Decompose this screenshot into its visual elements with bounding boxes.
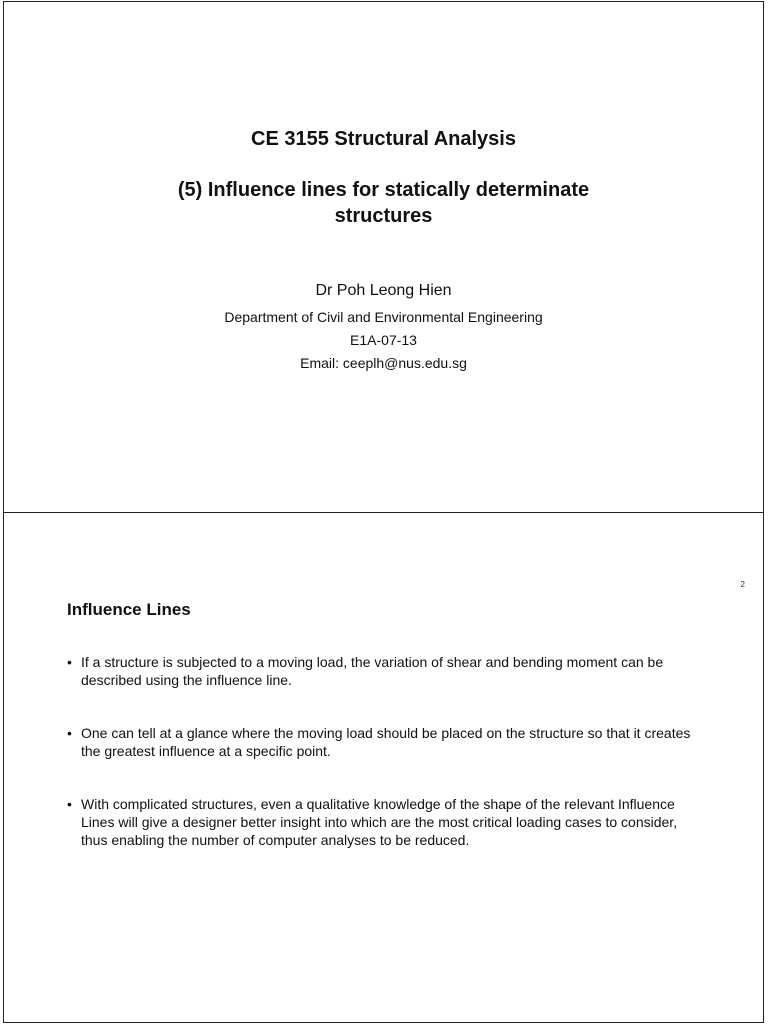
bullet-text: One can tell at a glance where the moving load should be placed on the structure so that it creates the greatest influence at a specific point. — [81, 725, 691, 759]
bullet-list — [67, 653, 707, 884]
email: Email: ceeplh@nus.edu.sg — [300, 355, 467, 371]
bullet-item — [67, 653, 707, 689]
slide-1 — [3, 1, 764, 513]
slide-heading: Influence Lines — [67, 600, 191, 619]
lecture-title: (5) Influence lines for statically determinate structures — [177, 179, 590, 227]
author-name: Dr Poh Leong Hien — [315, 282, 452, 299]
slide-2 — [3, 512, 764, 1023]
page-number: 2 — [740, 580, 745, 589]
bullet-text: With complicated structures, even a qualitative knowledge of the shape of the relevant Influence Lines will give a designer better insight into which are the most critical loading cases to consider, thus enabling the number of computer analyses to be reduced. — [81, 796, 678, 848]
bullet-item — [67, 724, 707, 760]
bullet-item — [67, 795, 707, 849]
department: Department of Civil and Environmental Engineering — [224, 309, 543, 325]
bullet-text: If a structure is subjected to a moving load, the variation of shear and bending moment can be described using the influence line. — [81, 654, 664, 688]
office: E1A-07-13 — [350, 332, 417, 348]
bullet-icon: • — [67, 725, 72, 741]
bullet-icon: • — [67, 796, 72, 812]
course-title: CE 3155 Structural Analysis — [251, 128, 516, 150]
bullet-icon: • — [67, 654, 72, 670]
